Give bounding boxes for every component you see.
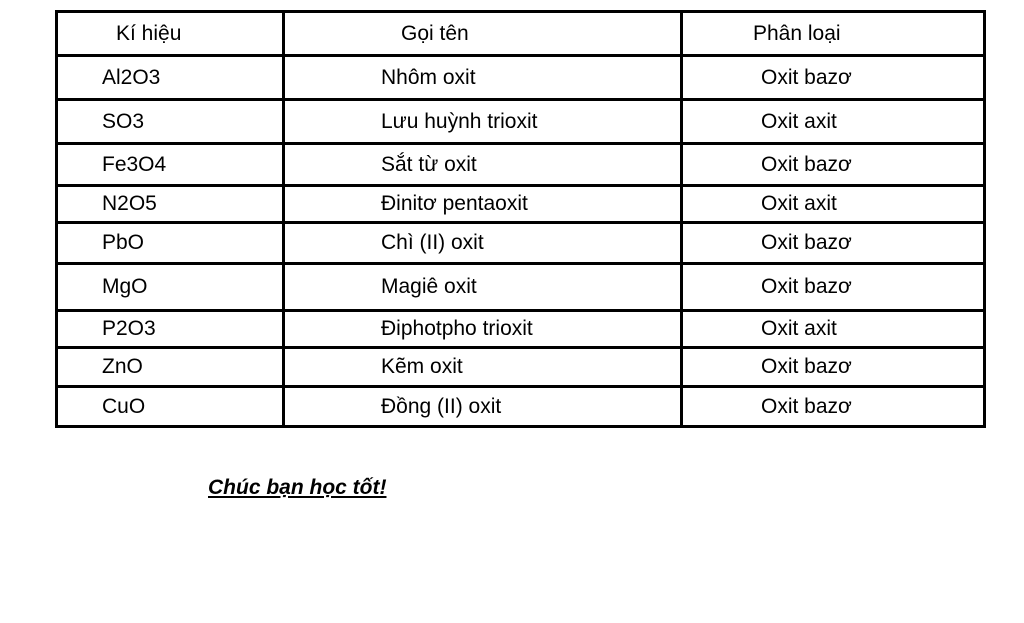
cell-symbol: Fe3O4 <box>57 144 284 186</box>
table-header-row <box>57 12 985 56</box>
cell-classification: Oxit axit <box>682 100 985 144</box>
cell-symbol: P2O3 <box>57 311 284 348</box>
table-row <box>57 144 985 186</box>
cell-name: Kẽm oxit <box>284 348 682 387</box>
cell-symbol: MgO <box>57 264 284 311</box>
table-row <box>57 264 985 311</box>
closing-message: Chúc bạn học tốt! <box>208 476 387 499</box>
table-row <box>57 311 985 348</box>
cell-classification: Oxit bazơ <box>682 56 985 100</box>
cell-classification: Oxit bazơ <box>682 223 985 264</box>
table-row <box>57 348 985 387</box>
cell-name: Đinitơ pentaoxit <box>284 186 682 223</box>
header-classification: Phân loại <box>682 12 985 56</box>
cell-classification: Oxit bazơ <box>682 387 985 427</box>
cell-name: Sắt từ oxit <box>284 144 682 186</box>
cell-symbol: Al2O3 <box>57 56 284 100</box>
cell-name: Lưu huỳnh trioxit <box>284 100 682 144</box>
cell-classification: Oxit axit <box>682 186 985 223</box>
table-row <box>57 186 985 223</box>
cell-symbol: SO3 <box>57 100 284 144</box>
cell-symbol: CuO <box>57 387 284 427</box>
table-row <box>57 56 985 100</box>
cell-symbol: ZnO <box>57 348 284 387</box>
cell-symbol: PbO <box>57 223 284 264</box>
cell-classification: Oxit axit <box>682 311 985 348</box>
header-name: Gọi tên <box>284 12 682 56</box>
table-row <box>57 223 985 264</box>
cell-classification: Oxit bazơ <box>682 144 985 186</box>
cell-name: Magiê oxit <box>284 264 682 311</box>
table-row <box>57 100 985 144</box>
cell-name: Điphotpho trioxit <box>284 311 682 348</box>
cell-symbol: N2O5 <box>57 186 284 223</box>
cell-name: Chì (II) oxit <box>284 223 682 264</box>
cell-name: Nhôm oxit <box>284 56 682 100</box>
oxide-classification-table <box>55 10 986 428</box>
cell-classification: Oxit bazơ <box>682 348 985 387</box>
cell-name: Đồng (II) oxit <box>284 387 682 427</box>
oxide-table-container <box>55 10 983 428</box>
table-row <box>57 387 985 427</box>
cell-classification: Oxit bazơ <box>682 264 985 311</box>
header-symbol: Kí hiệu <box>57 12 284 56</box>
